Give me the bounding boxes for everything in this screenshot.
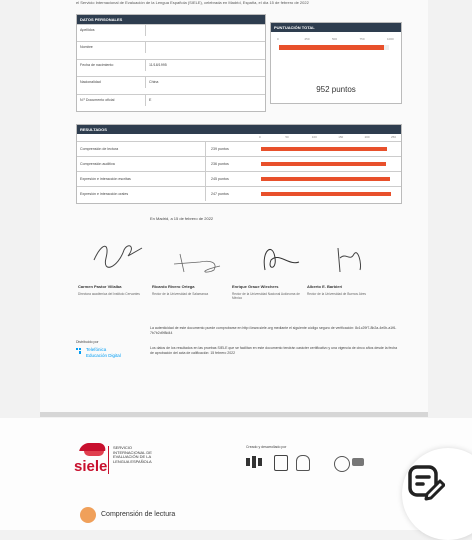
total-score-text: 952 puntos [316, 85, 356, 94]
signature-rivero [170, 248, 230, 278]
section-reading-icon [80, 507, 96, 523]
signatory-name: Alberto E. Barbieri [307, 284, 343, 289]
telefonica-brand-line2: Educación Digital [86, 353, 121, 358]
personal-row [77, 94, 265, 106]
total-tick-label: 750 [359, 37, 365, 41]
signatory-role: Rector de la Universidad de Buenos Aires [307, 292, 367, 296]
unam-logo-icon [296, 455, 310, 471]
result-row [77, 156, 401, 171]
total-tick-label: 1000 [387, 37, 394, 41]
signatory-role: Rector de la Universidad Nacional Autónoma de México [232, 292, 300, 300]
signatory [307, 284, 381, 296]
telefonica-brand-line1: Telefónica [86, 347, 107, 352]
row-divider [145, 60, 146, 71]
personal-row-label: Nombre [80, 45, 93, 50]
date-line: En Madrid, a 15 de febrero de 2022 [150, 216, 214, 221]
result-tick-label: 0 [259, 135, 261, 139]
result-row-label: Comprensión auditiva [80, 162, 115, 166]
signatory [78, 284, 152, 296]
total-score-panel [270, 22, 402, 104]
extra-partner-logo-icon [352, 458, 364, 466]
result-row-label: Expresión e interacción escritas [80, 177, 131, 181]
personal-row-label: N.º Documento oficial [80, 97, 115, 102]
siele-divider [108, 446, 109, 474]
personal-row-label: Nacionalidad [80, 80, 101, 85]
siele-logo-icon [80, 443, 108, 457]
result-divider [205, 157, 206, 171]
verification-text-2: Los datos de los resultados en las pruebas SIELE que se facilitan en este documento tendrán carácter certificativo y una vigencia de cinco años desde la fecha de aprobación del acta de calificación: 15 febrero 2022 [150, 346, 398, 355]
siele-wordmark: siele [74, 458, 108, 475]
next-page [0, 418, 472, 530]
page-divider [40, 412, 428, 417]
usal-logo-icon [274, 455, 288, 471]
intro-line: el Servicio Internacional de Evaluación de la Lengua Española (SIELE), celebrada en Madrid, España, el día 15 de febrero de 2022 [76, 0, 309, 5]
personal-row-value: E [149, 97, 152, 102]
row-divider [145, 77, 146, 88]
siele-tagline: SERVICIO INTERNACIONAL DE EVALUACIÓN DE LA LENGUA ESPAÑOLA [113, 445, 152, 464]
signatory [152, 284, 226, 296]
signatory-name: Carmen Pastor Villalba [78, 284, 122, 289]
row-divider [145, 25, 146, 36]
result-row-score: 247 puntos [211, 192, 229, 196]
signatory-role: Rector de la Universidad de Salamanca [152, 292, 209, 296]
personal-data-header: DATOS PERSONALES [77, 15, 265, 24]
signatory-name: Enrique Graue Wiechers [232, 284, 279, 289]
personal-row-value: China [149, 80, 159, 85]
result-row [77, 141, 401, 156]
personal-row [77, 41, 265, 53]
result-row-label: Comprensión de lectura [80, 147, 119, 151]
distributed-by-label: Distribuido por [76, 340, 99, 344]
personal-row [77, 24, 265, 36]
signatory [232, 284, 306, 300]
result-row-score: 245 puntos [211, 177, 229, 181]
personal-data-panel [76, 14, 266, 112]
result-divider [205, 172, 206, 186]
result-tick-label: 150 [338, 135, 344, 139]
result-tick-label: 100 [311, 135, 317, 139]
results-header: RESULTADOS [77, 125, 401, 134]
personal-row-value: 11/18/1995 [149, 62, 167, 67]
result-row-score: 239 puntos [211, 147, 229, 151]
result-row-bar [261, 162, 386, 166]
telefonica-icon [76, 348, 83, 354]
instituto-cervantes-logo-icon [246, 456, 264, 468]
personal-row [77, 76, 265, 88]
signature-barbieri [332, 244, 372, 278]
result-row-bar [261, 147, 387, 151]
signature-pastor [88, 238, 148, 272]
personal-row-label: Apellidos [80, 28, 95, 32]
result-tick-label: 200 [364, 135, 370, 139]
uba-logo-icon [334, 456, 350, 472]
total-tick-label: 250 [304, 37, 310, 41]
result-divider [205, 187, 206, 201]
result-row [77, 171, 401, 186]
total-score-bar [279, 45, 384, 50]
result-tick-label: 50 [285, 135, 289, 139]
row-divider [145, 42, 146, 53]
verification-text-1: La autenticidad de este documento puede comprobarse en http://www.siele.org mediante el siguiente código seguro de verificación: 8c1c29f7-8b2a-4e0b-a1f6-7b7b2d9f8d44 [150, 326, 397, 335]
result-row-bar [261, 177, 390, 181]
edit-note-icon [407, 464, 445, 502]
result-row-bar [261, 192, 391, 196]
personal-row [77, 59, 265, 71]
partners-label: Creado y desarrollado por [246, 445, 287, 449]
signatory-role: Directora académica del Instituto Cervantes [78, 292, 140, 296]
row-divider [145, 95, 146, 106]
result-row-score: 236 puntos [211, 162, 229, 166]
result-row-label: Expresión e interacción orales [80, 192, 129, 196]
result-divider [205, 142, 206, 156]
signature-graue [255, 240, 305, 274]
result-tick-label: 250 [391, 135, 397, 139]
signatory-name: Ricardo Rivero Ortega [152, 284, 195, 289]
results-panel [76, 124, 402, 204]
total-tick-label: 0 [277, 37, 279, 41]
total-tick-label: 500 [332, 37, 338, 41]
section-title: Comprensión de lectura [101, 511, 176, 518]
result-row [77, 186, 401, 201]
personal-row-label: Fecha de nacimiento [80, 62, 114, 67]
total-score-header: PUNTUACIÓN TOTAL [271, 23, 401, 32]
